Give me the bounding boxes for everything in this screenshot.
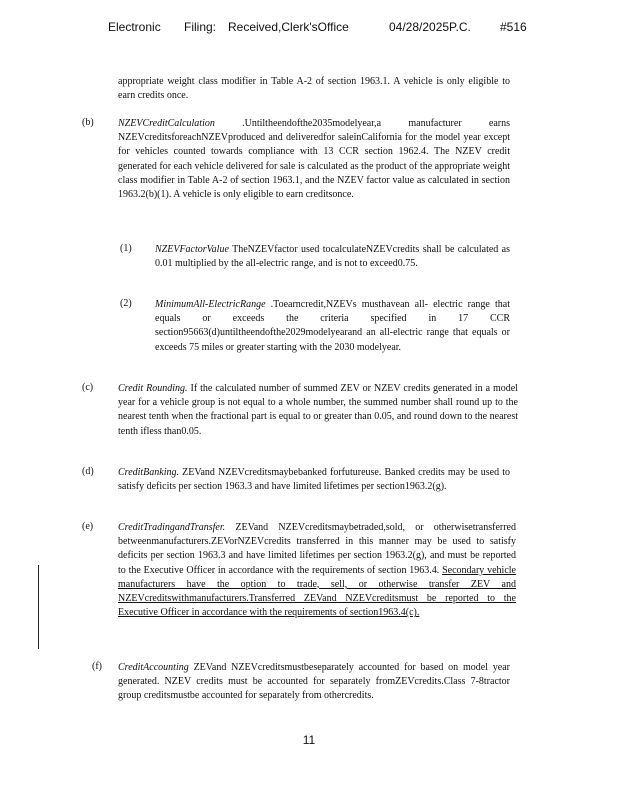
- title-f: CreditAccounting: [118, 662, 189, 673]
- revision-bar: [38, 565, 39, 649]
- text-f: ZEVand NZEVcreditsmustbeseparately accounted for based on model year generated. NZEV credits must be accounted for separately fromZEVcredits.Class 7-8tractor group creditsmustbe accounted for separately from othercredits.: [118, 662, 510, 702]
- filing-header: [108, 20, 528, 36]
- title-e: CreditTradingandTransfer.: [118, 522, 226, 533]
- page-number: 11: [302, 733, 316, 747]
- text-e: ZEVand NZEVcreditsmaybetraded,sold, or otherwisetransferred betweenmanufacturers.ZEVorNZEVcredits transferred in this manner may be used to satisfy deficits per section 1963.3 and have limited lifetimes per section 1963.2(g), and must be reported to the Executive Officer in accordance with the requirements of section 1963.4.: [118, 522, 516, 576]
- paragraph-b1: [155, 243, 510, 271]
- text-e-underlined: Secondary vehicle manufacturers have the option to trade, sell, or otherwise transfer ZEV and NZEVcreditswithmanufacturers.Transferred ZEVand NZEVcreditsmust be reported to the Executive Officer in accordance with the requirements of section1963.4(c).: [118, 564, 516, 619]
- text-c: If the calculated number of summed ZEV or NZEV credits generated in a model year for a vehicle group is not equal to a whole number, the summed number shall round up to the nearest tenth when the fractional part is equal to or greater than 0.05, and round down to the nearest tenth ifless than0.05.: [118, 383, 519, 437]
- text-b: .Untiltheendofthe2035modelyear,a manufacturer earns NZEVcreditsforeachNZEVproduced and deliveredfor saleinCalifornia for the model year except for vehicles counted towards compliance with 13 CCR section 1962.4. The NZEV credit generated for each vehicle delivered for sale is calculated as the product of the appropriate weight class modifier in Table A-2 of section 1963.1, and the NZEV factor value as calculated in section 1963.2(b)(1). A vehicle is only eligible to earn creditsonce.: [118, 118, 510, 201]
- title-b1: NZEVFactorValue: [155, 244, 229, 255]
- label-c: (c): [82, 382, 94, 393]
- header-received: Received,Clerk'sOffice: [228, 20, 349, 34]
- paragraph-b2: [155, 298, 510, 355]
- paragraph-c: [118, 382, 518, 439]
- label-b1: (1): [120, 243, 132, 254]
- text-d: ZEVand NZEVcreditsmaybebanked forfutureuse. Banked credits may be used to satisfy deficits per section 1963.3 and have limited lifetimes per section1963.2(g).: [118, 467, 511, 493]
- header-date: 04/28/2025P.C.: [389, 20, 471, 34]
- paragraph-d: [118, 466, 510, 494]
- intro-paragraph: appropriate weight class modifier in Table A-2 of section 1963.1. A vehicle is only eligible to earn credits once.: [118, 76, 510, 102]
- label-e: (e): [82, 521, 94, 532]
- label-f: (f): [92, 661, 102, 672]
- title-d: CreditBanking.: [118, 467, 180, 478]
- paragraph-b: [118, 117, 510, 202]
- label-d: (d): [82, 466, 94, 477]
- header-word-filing: Filing:: [184, 20, 217, 34]
- label-b2: (2): [120, 298, 132, 309]
- text-b1: TheNZEVfactor used tocalculateNZEVcredits shall be calculated as 0.01 multiplied by the all-electric range, and is not to exceed0.75.: [155, 244, 510, 270]
- title-b: NZEVCreditCalculation: [118, 118, 215, 129]
- paragraph-f: [118, 661, 510, 704]
- header-number: #516: [500, 20, 527, 34]
- title-c: Credit Rounding.: [118, 383, 188, 394]
- label-b: (b): [82, 117, 94, 128]
- paragraph-e: [118, 521, 516, 620]
- title-b2: MinimumAll-ElectricRange: [155, 299, 266, 310]
- header-word-electronic: Electronic: [108, 20, 161, 34]
- text-b2: .Toearncredit,NZEVs musthavean all- electric range that equals or exceeds the criteria specified in 17 CCR section95663(d)untiltheendofthe2029modelyearand an all-electric range that equals or exceeds 75 miles or greater starting with the 2030 modelyear.: [155, 299, 510, 353]
